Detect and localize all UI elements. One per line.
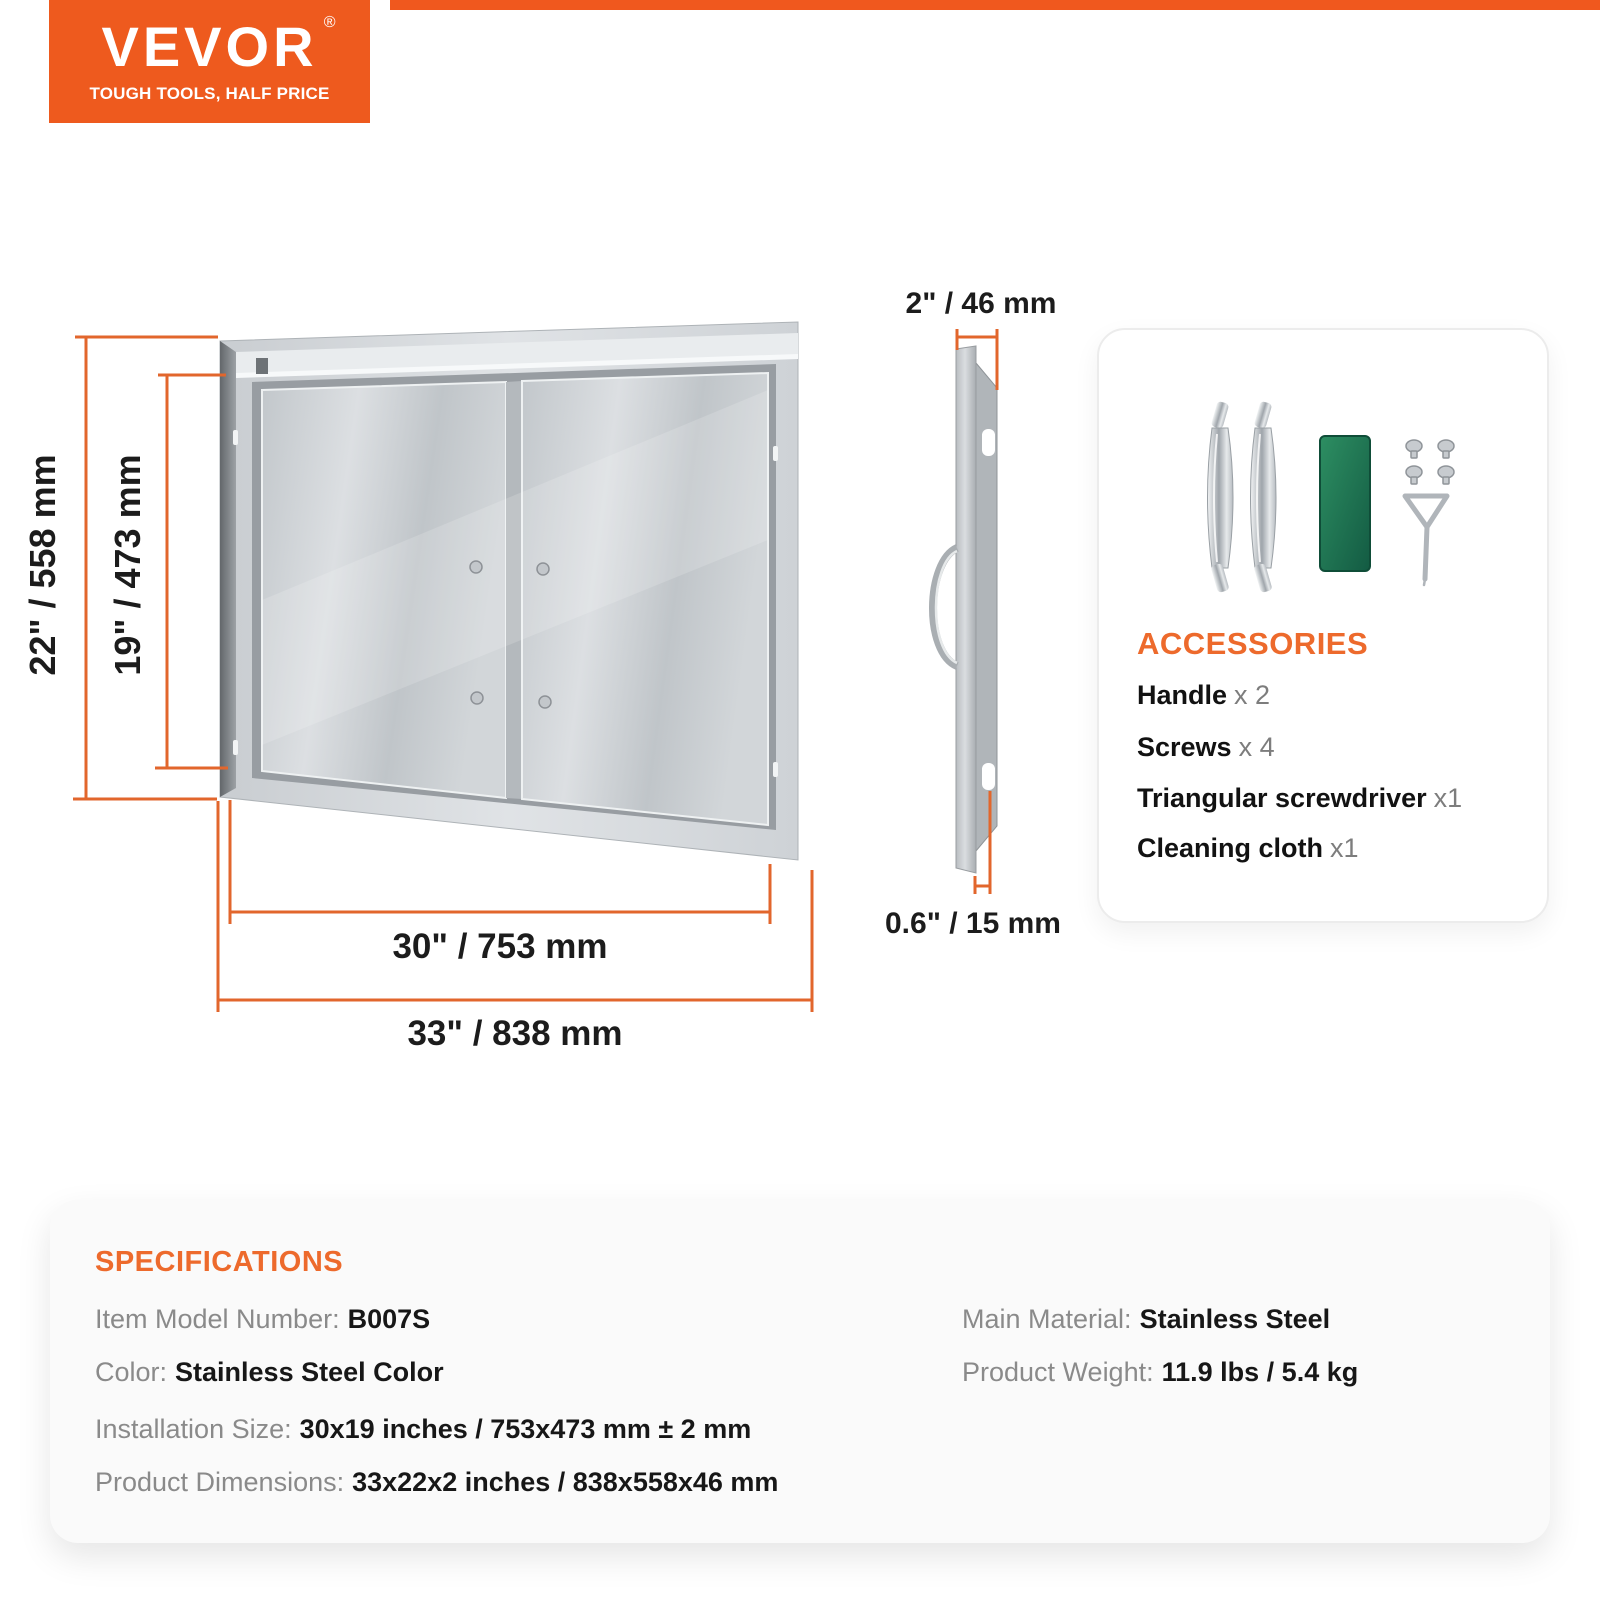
handle-icon bbox=[1208, 401, 1234, 593]
spec-product-weight bbox=[962, 1357, 1358, 1388]
outer-width-label: 33" / 838 mm bbox=[407, 1014, 623, 1053]
spec-product-dimensions bbox=[95, 1467, 778, 1498]
spec-label: Color: bbox=[95, 1357, 168, 1387]
logo-text: VEVOR bbox=[101, 15, 318, 78]
thickness-label: 0.6" / 15 mm bbox=[885, 907, 1061, 940]
cleaning-cloth-icon bbox=[1320, 436, 1370, 571]
registered-trademark-icon: ® bbox=[323, 14, 340, 31]
spec-value: Stainless Steel Color bbox=[175, 1357, 444, 1387]
accessories-title: ACCESSORIES bbox=[1137, 626, 1369, 661]
accessory-item-screwdriver bbox=[1137, 783, 1462, 814]
accessory-qty: x1 bbox=[1433, 783, 1463, 813]
door-front-view bbox=[220, 322, 798, 860]
specifications-card bbox=[50, 1200, 1550, 1543]
inner-height-label: 19" / 473 mm bbox=[107, 454, 148, 676]
depth-label: 2" / 46 mm bbox=[905, 287, 1057, 320]
spec-label: Product Dimensions: bbox=[95, 1467, 345, 1497]
spec-main-material bbox=[962, 1304, 1330, 1335]
spec-color bbox=[95, 1357, 444, 1388]
screws-icon bbox=[1406, 440, 1454, 484]
door-side-view bbox=[933, 346, 997, 873]
triangular-screwdriver-icon bbox=[1405, 496, 1447, 585]
accessories-card bbox=[1097, 328, 1549, 923]
spec-value: 33x22x2 inches / 838x558x46 mm bbox=[352, 1467, 779, 1497]
accessory-item-handle bbox=[1137, 680, 1270, 711]
spec-label: Main Material: bbox=[962, 1304, 1132, 1334]
spec-value: Stainless Steel bbox=[1139, 1304, 1331, 1334]
accessories-illustration bbox=[1099, 358, 1551, 628]
accessory-name: Triangular screwdriver bbox=[1137, 783, 1427, 813]
accessory-name: Handle bbox=[1137, 680, 1228, 710]
accessory-item-screws bbox=[1137, 732, 1275, 763]
spec-installation-size bbox=[95, 1414, 751, 1445]
spec-value: 30x19 inches / 753x473 mm ± 2 mm bbox=[299, 1414, 752, 1444]
accessory-item-cloth bbox=[1137, 833, 1359, 864]
accessory-qty: x 2 bbox=[1234, 680, 1271, 710]
logo-tagline: TOUGH TOOLS, HALF PRICE bbox=[89, 84, 330, 103]
outer-height-label: 22" / 558 mm bbox=[22, 454, 63, 676]
accessory-qty: x 4 bbox=[1238, 732, 1275, 762]
accessory-name: Screws bbox=[1137, 732, 1232, 762]
spec-label: Item Model Number: bbox=[95, 1304, 340, 1334]
inner-width-label: 30" / 753 mm bbox=[392, 927, 608, 966]
spec-value: 11.9 lbs / 5.4 kg bbox=[1161, 1357, 1359, 1387]
spec-label: Product Weight: bbox=[962, 1357, 1154, 1387]
specifications-title: SPECIFICATIONS bbox=[95, 1246, 344, 1278]
spec-label: Installation Size: bbox=[95, 1414, 292, 1444]
spec-item-model-number bbox=[95, 1304, 430, 1335]
spec-value: B007S bbox=[347, 1304, 431, 1334]
accessory-name: Cleaning cloth bbox=[1137, 833, 1324, 863]
accessory-qty: x1 bbox=[1330, 833, 1359, 863]
handle-icon bbox=[1251, 401, 1277, 593]
